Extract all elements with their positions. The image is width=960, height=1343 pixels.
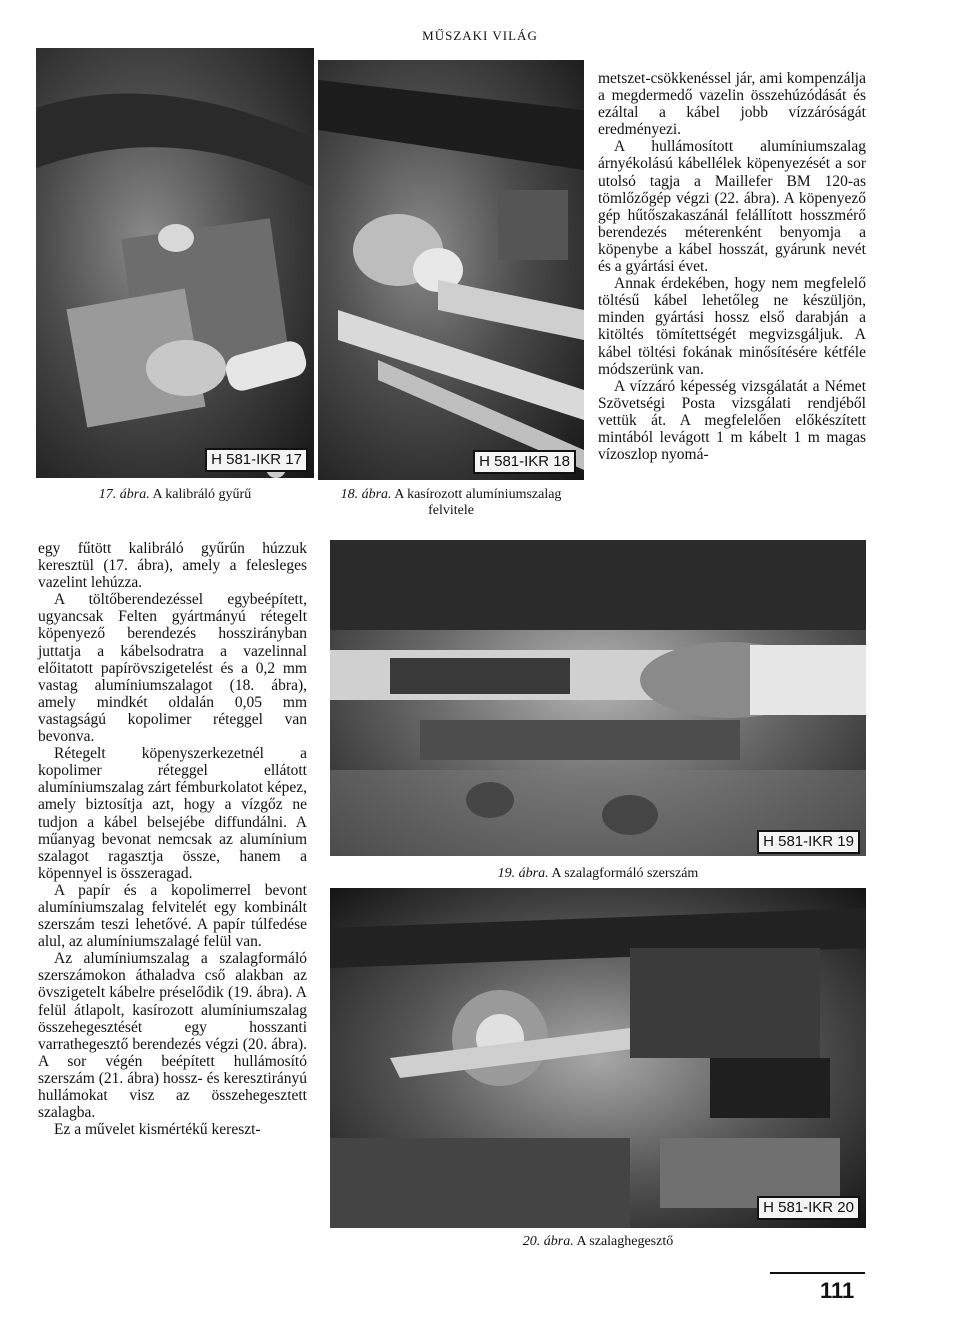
paragraph: A töltőberendezéssel egybeépített, ugyancsak Felten gyártmányú rétegelt köpenyező berendezés hosszirányban juttatja a kábelsodratra a vazelinnal előitatott papírövszigetelést és a 0,2 mm vastag alumíniumszalagot (18. ábra), amely mindkét oldalán 0,05 mm vastagságú kopolimer réteggel van bevonva. xyxy=(38,591,307,746)
figure-18-number: 18. ábra. xyxy=(340,487,392,502)
paragraph: A papír és a kopolimerrel bevont alumíniumszalag felvitelét egy kombinált szerszám teszi lehetővé. A papír túlfedése alul, az alumíniumszalagé felül van. xyxy=(38,881,307,951)
figure-19-plate: H 581-IKR 19 xyxy=(757,830,860,854)
figure-17-photo xyxy=(36,48,314,478)
machine-illustration-19 xyxy=(330,540,866,856)
paragraph: Annak érdekében, hogy nem megfelelő töltésű kábel lehetőleg ne készüljön, minden gyártási hossz első darabján a kitöltés tömítettségét megvizsgáljuk. A kábel töltési fokának minősítésére kétféle módszerünk van. xyxy=(598,275,866,378)
paragraph: egy fűtött kalibráló gyűrűn húzzuk keresztül (17. ábra), amely a felesleges vazelint lehúzza. xyxy=(38,540,307,592)
text-column-left xyxy=(38,540,307,1138)
page-number: 111 xyxy=(820,1278,855,1303)
paragraph: A hullámosított alumíniumszalag árnyékolású kábellélek köpenyezését a sor utolsó tagja a Maillefer BM 120-as tömlőzőgép végzi (22. ábra). A köpenyező gép hűtőszakaszánál felállított hosszmérő berendezés méterenként benyomja a köpenybe a kábel hosszát, gyárunk nevét és a gyártási évet. xyxy=(598,138,866,276)
machine-illustration-20 xyxy=(330,888,866,1228)
paragraph: A vízzáró képesség vizsgálatát a Német Szövetségi Posta vizsgálati rendjéből vettük át. A megfelelően előkészített mintából levágott 1 m kábelt 1 m magas vízoszlop nyomá- xyxy=(598,377,866,464)
figure-20-caption-text: A szalaghegesztő xyxy=(576,1234,674,1249)
figure-19-number: 19. ábra. xyxy=(497,866,549,881)
figure-19-caption-text: A szalagformáló szerszám xyxy=(551,866,699,881)
paragraph: Az alumíniumszalag a szalagformáló szerszámokon áthaladva cső alakban az övszigetelt kábelre préselődik (19. ábra). A felül átlapolt, kasírozott alumíniumszalag összehegesztését egy hosszanti varrathegesztő berendezés végzi (20. ábra). A sor végén beépített hullámosító szerszám (21. ábra) hossz- és keresztirányú hullámokat visz az összehegesztett szalagba. xyxy=(38,950,307,1122)
figure-19-photo xyxy=(330,540,866,856)
figure-20-photo xyxy=(330,888,866,1228)
figure-20-plate: H 581-IKR 20 xyxy=(757,1196,860,1220)
figure-20-caption xyxy=(330,1234,866,1250)
machine-illustration-17 xyxy=(36,48,314,478)
figure-20-number: 20. ábra. xyxy=(522,1234,574,1249)
machine-illustration-18 xyxy=(318,60,584,480)
figure-17-plate: H 581-IKR 17 xyxy=(205,448,308,472)
figure-18-caption-text: A kasírozott alumíniumszalag felvitele xyxy=(394,487,562,518)
running-header: MŰSZAKI VILÁG xyxy=(422,28,538,43)
paragraph: Ez a művelet kismértékű kereszt- xyxy=(54,1121,261,1139)
figure-18-photo xyxy=(318,60,584,480)
figure-17-caption xyxy=(36,487,314,503)
paragraph: Rétegelt köpenyszerkezetnél a kopolimer réteggel ellátott alumíniumszalag zárt fémburkolatot képez, amely biztosítja azt, hogy a vízgőz ne tudjon a kábel belsejébe diffundálni. A műanyag bevonat nemcsak az alumínium szalagot ragasztja össze, hanem a köpennyel is összeragad. xyxy=(38,745,307,882)
page-number-rule xyxy=(770,1272,865,1274)
figure-19-caption xyxy=(330,866,866,882)
figure-18-plate: H 581-IKR 18 xyxy=(473,450,576,474)
figure-18-caption xyxy=(318,487,584,519)
paragraph: metszet-csökkenéssel jár, ami kompenzálja a megdermedő vazelin összehúzódását és ezáltal a kábel jobb vízzáróságát eredményezi. xyxy=(598,70,866,139)
text-column-right xyxy=(598,70,866,463)
figure-17-number: 17. ábra. xyxy=(98,487,150,502)
figure-17-caption-text: A kalibráló gyűrű xyxy=(152,487,252,502)
